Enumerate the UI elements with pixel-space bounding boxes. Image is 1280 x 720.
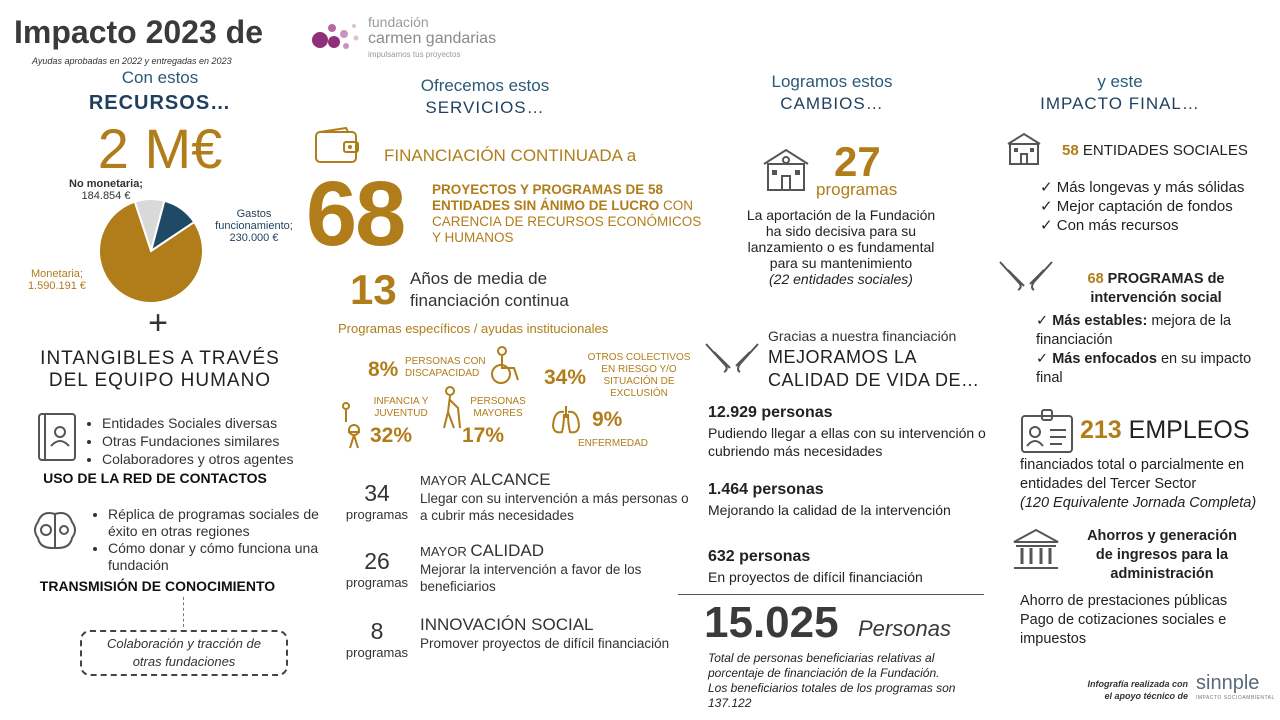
school-building-icon (760, 146, 812, 192)
collab-line2: otras fundaciones (132, 654, 236, 669)
changes-programs-unit: programas (816, 180, 898, 199)
jobs-desc-line2: entidades del Tercer Sector (1020, 476, 1197, 492)
years-text-line2: financiación continua (410, 291, 569, 310)
impact-innovation-num: 8 (370, 618, 384, 644)
handshake-icon (998, 258, 1054, 294)
stat-elderly-label: PERSONAS MAYORES (470, 396, 526, 419)
programs-check-2-rest: en su impacto final (1036, 351, 1252, 386)
pie-label-monetaria-value: 1.590.191 € (27, 280, 87, 292)
programs-num: 68 (1087, 271, 1104, 287)
col3-heading-line1: Logramos estos (771, 72, 893, 91)
knowledge-title: TRANSMISIÓN DE CONOCIMIENTO (39, 578, 276, 594)
changes-desc-line3: lanzamiento o es fundamental (747, 239, 935, 255)
government-building-icon (1012, 528, 1060, 572)
programs-check-1-bold: Más estables: (1052, 313, 1148, 329)
col2-heading-line1: Ofrecemos estos (420, 76, 550, 95)
impact-innovation-text (420, 615, 690, 652)
total-note-line1: Total de personas beneficiarias relativas al (708, 651, 935, 665)
programs-heading (1066, 270, 1246, 308)
pie-label-no-monetaria (56, 178, 156, 202)
intangibles-title (10, 348, 310, 392)
impact-reach-title (420, 470, 690, 490)
projects-rest: CON CARENCIA DE RECURSOS ECONÓMICOS Y HUMANOS (432, 198, 702, 245)
changes-programs-num: 27 (834, 138, 881, 185)
col1-heading-line2: RECURSOS… (88, 92, 232, 114)
total-note (708, 651, 978, 711)
jobs-num: 213 (1080, 416, 1122, 444)
years-text (410, 268, 569, 312)
logo-line2: carmen gandarias (368, 30, 497, 47)
plus-sign: + (148, 304, 168, 342)
contacts-book-icon (36, 412, 78, 462)
col3-heading-line2: CAMBIOS… (780, 94, 884, 113)
improve-line1: MEJORAMOS LA (768, 347, 918, 367)
impact-reach-title-key: ALCANCE (470, 470, 551, 489)
resources-pie-chart (96, 196, 206, 306)
impact-reach-num-block (338, 480, 416, 522)
entities-heading (1062, 142, 1248, 159)
lungs-icon (550, 404, 582, 436)
impact-innovation-unit: programas (345, 645, 409, 660)
people-desc-3: En proyectos de difícil financiación (708, 569, 923, 585)
impact-innovation-title (420, 615, 690, 635)
programs-check-2 (1036, 350, 1264, 388)
people-count-3: 632 personas (708, 548, 811, 565)
partner-tag: IMPACTO SOCIOAMBIENTAL (1196, 695, 1275, 701)
programs-check-1 (1036, 312, 1264, 350)
stat-elderly-pct: 17% (462, 424, 505, 447)
projects-bold: PROYECTOS Y PROGRAMAS DE 58 ENTIDADES SIN ÁNIMO DE LUCRO (432, 182, 664, 213)
people-count-2: 1.464 personas (708, 481, 824, 498)
impact-reach-num: 34 (364, 480, 390, 506)
impact-quality-title-key: CALIDAD (470, 541, 545, 560)
years-text-line1: Años de media de (410, 269, 548, 288)
savings-desc-line3: impuestos (1020, 631, 1087, 647)
jobs-desc-line1: financiados total o parcialmente en (1020, 457, 1245, 473)
changes-desc-line1: La aportación de la Fundación (746, 207, 936, 223)
impact-reach-text (420, 470, 690, 524)
programs-label-b: intervención social (1090, 290, 1222, 306)
resources-total: 2 M€ (97, 117, 223, 180)
wheelchair-icon (488, 346, 522, 386)
pie-label-monetaria-name: Monetaria; (31, 268, 83, 280)
wallet-icon (314, 126, 360, 164)
footer-credit-line2: el apoyo técnico de (1104, 691, 1188, 701)
entities-checklist (1040, 178, 1244, 235)
changes-desc-line2: ha sido decisiva para su (765, 223, 917, 239)
people-block-1 (708, 404, 1018, 460)
network-title: USO DE LA RED DE CONTACTOS (43, 470, 267, 486)
stat-youth-pct: 32% (370, 424, 413, 447)
savings-desc-line2: Pago de cotizaciones sociales e (1020, 612, 1227, 628)
jobs-label: EMPLEOS (1128, 416, 1250, 444)
network-item: • Entidades Sociales diversas (102, 414, 332, 432)
knowledge-item: • Cómo donar y cómo funciona una fundación (108, 540, 324, 574)
network-item: • Otras Fundaciones similares (102, 432, 332, 450)
impact-innovation-num-block (338, 618, 416, 660)
changes-desc-line4: para su mantenimiento (769, 255, 913, 271)
collab-connector (183, 597, 184, 627)
foundation-logo (310, 14, 510, 66)
impact-reach-desc: Llegar con su intervención a más personas o a cubrir más necesidades (420, 491, 689, 523)
thanks-text: Gracias a nuestra financiación (768, 328, 957, 344)
intangibles-line2: DEL EQUIPO HUMANO (48, 370, 272, 391)
pie-label-gastos (204, 208, 304, 244)
collab-line1: Colaboración y tracción de (107, 636, 261, 651)
network-item: • Colaboradores y otros agentes (102, 450, 332, 468)
logo-dots-icon (310, 14, 368, 54)
page-title: Impacto 2023 de (14, 14, 263, 50)
total-people-num: 15.025 (704, 598, 839, 647)
savings-desc-line1: Ahorro de prestaciones públicas (1020, 593, 1228, 609)
footer-credit-line1: Infografía realizada con (1087, 679, 1188, 689)
impact-reach-title-pre: MAYOR (420, 473, 471, 488)
total-note-line2: porcentaje de financiación de la Fundación. (708, 666, 940, 680)
impact-innovation-title-key: INNOVACIÓN SOCIAL (420, 615, 594, 634)
impact-quality-text (420, 541, 690, 595)
id-card-icon (1020, 408, 1074, 454)
savings-line3: administración (1110, 566, 1214, 582)
jobs-heading (1080, 416, 1250, 445)
pie-label-no-monetaria-name: No monetaria; (69, 178, 143, 190)
pie-label-gastos-name: Gastos funcionamiento; (215, 208, 293, 232)
building-icon (1004, 130, 1044, 166)
entities-num: 58 (1062, 142, 1079, 159)
col4-heading-line1: y este (1097, 72, 1143, 91)
savings-line1: Ahorros y generación (1087, 528, 1237, 544)
child-icon (340, 402, 366, 450)
logo-line1: fundación (368, 14, 429, 30)
programs-sub: Programas específicos / ayudas institucionales (338, 321, 609, 336)
jobs-note: (120 Equivalente Jornada Completa) (1020, 495, 1257, 511)
jobs-desc (1020, 456, 1270, 513)
pie-label-monetaria (14, 268, 100, 292)
partner-name: sinnple (1196, 672, 1260, 694)
impact-quality-desc: Mejorar la intervención a favor de los beneficiarios (420, 562, 642, 594)
funding-title: FINANCIACIÓN CONTINUADA a (384, 146, 637, 165)
years-value: 13 (350, 266, 397, 313)
total-note-line3: Los beneficiarios totales de los programas son (708, 681, 956, 695)
stat-other-pct: 34% (544, 366, 587, 389)
programs-check-2-bold: Más enfocados (1052, 351, 1157, 367)
stat-disability-label: PERSONAS CON DISCAPACIDAD (405, 356, 486, 379)
handshake-icon (704, 340, 760, 376)
entities-check: ✓ Con más recursos (1040, 216, 1244, 235)
stat-illness-label: ENFERMEDAD (578, 438, 649, 449)
impact-quality-num: 26 (364, 548, 390, 574)
improve-title (768, 346, 980, 392)
col1-heading-line1: Con estos (121, 68, 199, 87)
total-note-line4: 137.122 (708, 696, 752, 710)
impact-reach-unit: programas (345, 507, 409, 522)
impact-quality-num-block (338, 548, 416, 590)
savings-title (1062, 527, 1262, 584)
stat-illness-pct: 9% (592, 408, 623, 431)
total-people-unit: Personas (858, 616, 951, 641)
stat-youth-label: INFANCIA Y JUVENTUD (373, 396, 429, 419)
changes-programs-desc (726, 207, 956, 287)
people-count-1: 12.929 personas (708, 404, 833, 421)
improve-line2: CALIDAD DE VIDA DE… (768, 370, 980, 390)
impact-innovation-desc: Promover proyectos de difícil financiación (420, 636, 670, 651)
people-desc-1: Pudiendo llegar a ellas con su intervención o cubriendo más necesidades (708, 425, 986, 459)
savings-line2: de ingresos para la (1095, 547, 1229, 563)
total-divider (678, 594, 984, 595)
page-subtitle: Ayudas aprobadas en 2022 y entregadas en 2023 (32, 56, 232, 66)
impact-quality-title (420, 541, 690, 561)
people-desc-2: Mejorando la calidad de la intervención (708, 502, 951, 518)
people-block-3 (708, 548, 978, 586)
stat-other-label: OTROS COLECTIVOS EN RIESGO Y/O SITUACIÓN DE EXCLUSIÓN (587, 352, 691, 399)
intangibles-line1: INTANGIBLES A TRAVÉS (40, 348, 280, 369)
savings-desc (1020, 592, 1270, 649)
programs-checklist (1036, 312, 1264, 388)
collab-box (80, 630, 288, 676)
people-block-2 (708, 481, 968, 519)
programs-check-1-rest: mejora de la financiación (1036, 313, 1232, 348)
pie-label-no-monetaria-value: 184.854 € (81, 190, 131, 202)
brain-gears-icon (30, 508, 80, 554)
changes-desc-note: (22 entidades sociales) (769, 271, 913, 287)
impact-quality-title-pre: MAYOR (420, 544, 471, 559)
pie-label-gastos-value: 230.000 € (229, 232, 279, 244)
programs-label-a: PROGRAMAS de (1107, 271, 1225, 287)
projects-description (432, 182, 702, 246)
col4-heading-line2: IMPACTO FINAL… (1040, 94, 1200, 113)
impact-quality-unit: programas (345, 575, 409, 590)
col2-heading-line2: SERVICIOS… (425, 98, 545, 117)
partner-logo (1196, 672, 1275, 701)
big-68: 68 (306, 163, 405, 265)
entities-label: ENTIDADES SOCIALES (1082, 142, 1248, 159)
entities-check: ✓ Más longevas y más sólidas (1040, 178, 1244, 197)
knowledge-item: • Réplica de programas sociales de éxito en otras regiones (108, 506, 324, 540)
logo-tagline: impulsamos tus proyectos (368, 50, 461, 59)
knowledge-list (92, 506, 324, 574)
stat-disability-pct: 8% (368, 358, 399, 381)
network-list (86, 414, 332, 468)
footer-credit (1064, 678, 1188, 702)
entities-check: ✓ Mejor captación de fondos (1040, 197, 1244, 216)
